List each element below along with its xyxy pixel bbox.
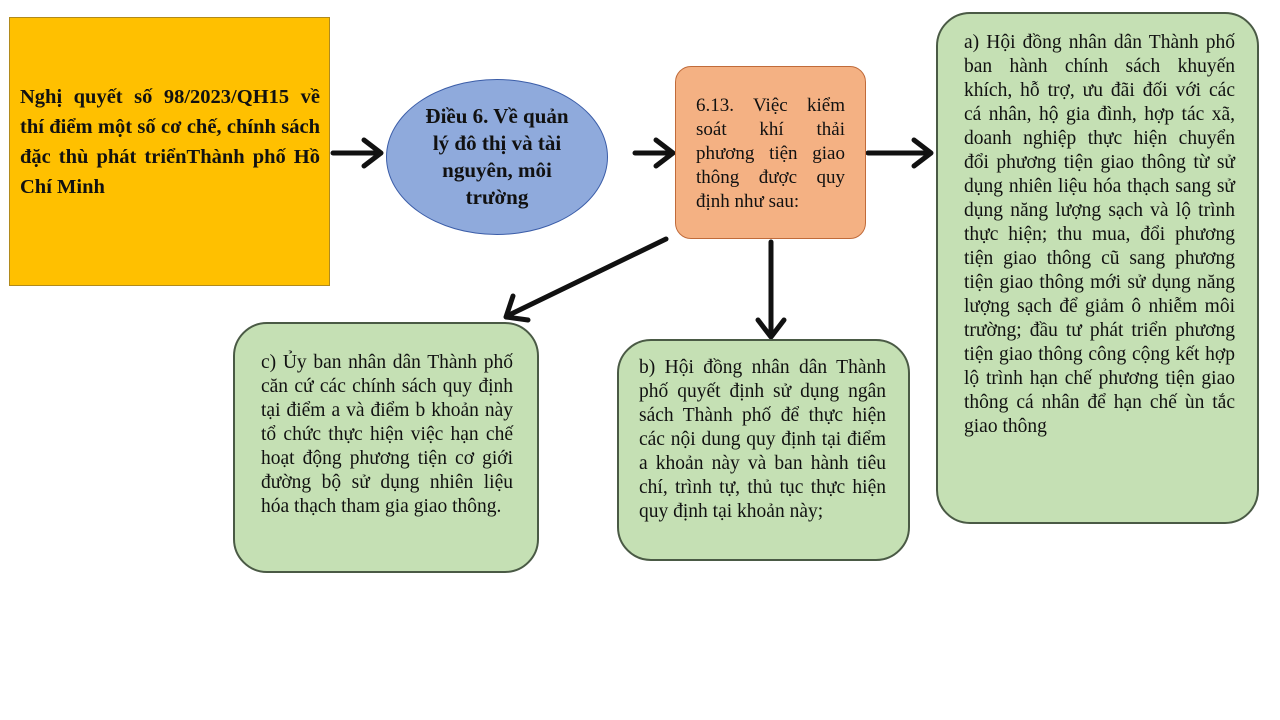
clause-6-13-box bbox=[675, 66, 866, 239]
point-a-box bbox=[936, 12, 1259, 524]
resolution-text: Nghị quyết số 98/2023/QH15 về thí điểm một số cơ chế, chính sách đặc thù phát triểnThành phố Hồ Chí Minh bbox=[20, 86, 320, 198]
point-c-box bbox=[233, 322, 539, 573]
clause-6-13-text: 6.13. Việc kiểm soát khí thải phương tiện giao thông được quy định như sau: bbox=[696, 95, 845, 212]
arrow-article-to-clause bbox=[635, 140, 673, 166]
point-b-box bbox=[617, 339, 910, 561]
article-6-ellipse bbox=[386, 79, 608, 235]
point-c-text: c) Ủy ban nhân dân Thành phố căn cứ các chính sách quy định tại điểm a và điểm b khoản này tổ chức thực hiện việc hạn chế hoạt động phương tiện cơ giới đường bộ sử dụng nhiên liệu hóa thạch tham gia giao thông. bbox=[261, 352, 513, 517]
resolution-box bbox=[9, 17, 330, 286]
arrow-clause-to-point-c bbox=[506, 239, 666, 320]
point-a-text: a) Hội đồng nhân dân Thành phố ban hành chính sách khuyến khích, hỗ trợ, ưu đãi đối với các cá nhân, hộ gia đình, hợp tác xã, doanh nghiệp thực hiện chuyển đổi phương tiện giao thông từ sử dụng nhiên liệu hóa thạch sang sử dụng năng lượng sạch và lộ trình thực hiện; thu mua, đổi phương tiện giao thông cũ sang phương tiện giao thông mới sử dụng năng lượng sạch để giảm ô nhiễm môi trường; đầu tư phát triển phương tiện giao thông công cộng kết hợp lộ trình hạn chế phương tiện giao thông cá nhân để hạn chế ùn tắc giao thông bbox=[964, 32, 1235, 437]
arrow-clause-to-point-b bbox=[758, 242, 784, 337]
arrow-resolution-to-article bbox=[333, 140, 381, 166]
point-b-text: b) Hội đồng nhân dân Thành phố quyết định sử dụng ngân sách Thành phố để thực hiện các nội dung quy định tại điểm a khoản này và ban hành tiêu chí, trình tự, thủ tục thực hiện quy định tại khoản này; bbox=[639, 357, 886, 522]
article-6-text: Điều 6. Về quản lý đô thị và tài nguyên, môi trường bbox=[425, 104, 569, 209]
arrow-clause-to-point-a bbox=[868, 140, 931, 166]
